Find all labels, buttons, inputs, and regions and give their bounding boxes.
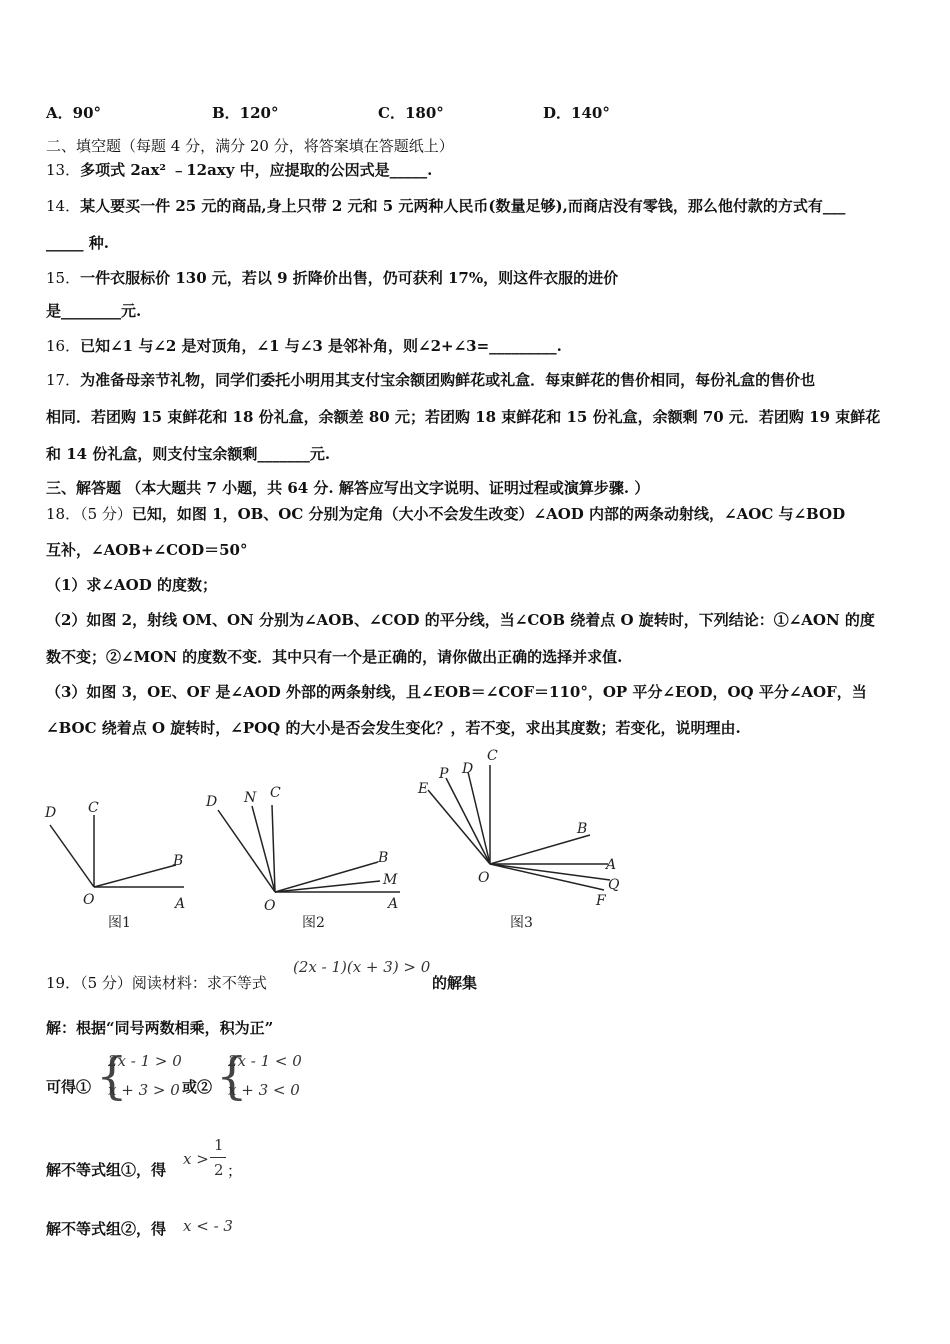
- q15-number: 15．: [46, 269, 81, 287]
- question-18-line1: [46, 504, 845, 524]
- solve1-x-gt: x >: [183, 1150, 209, 1168]
- q13-number: 13．: [46, 161, 81, 179]
- system2-eq2: x + 3 < 0: [228, 1081, 300, 1099]
- solve2-x-lt: x < - 3: [183, 1217, 233, 1235]
- fig1-label-c: C: [88, 800, 99, 816]
- frac-denominator: 2: [214, 1161, 224, 1179]
- question-15-line2: 是________元.: [46, 302, 142, 320]
- fig3-ray-ob: [490, 835, 590, 864]
- system1-eq1: 2x - 1 > 0: [108, 1052, 182, 1070]
- question-19-line1: [46, 973, 267, 993]
- fig2-label-d: D: [206, 794, 218, 810]
- q19-intro: 阅读材料：求不等式: [131, 974, 267, 992]
- q18-score: （5 分）: [80, 505, 132, 523]
- q19-solve2: 解不等式组②，得: [46, 1220, 167, 1238]
- q18-part2-line2: 数不变；②∠MON 的度数不变．其中只有一个是正确的，请你做出正确的选择并求值.: [46, 648, 623, 666]
- q14-text: 某人要买一件 25 元的商品,身上只带 2 元和 5 元两种人民币(数量足够),而商店没有零钱，那么他付款的方式有___: [80, 197, 846, 215]
- figure-2: [200, 780, 410, 940]
- q18-part2-line1: （2）如图 2，射线 OM、ON 分别为∠AOB、∠COD 的平分线，当∠COB 绕着点 O 旋转时，下列结论：①∠AON 的度: [46, 611, 875, 629]
- fig1-label-a: A: [175, 896, 186, 912]
- q17-text: 为准备母亲节礼物，同学们委托小明用其支付宝余额团购鲜花或礼盒．每束鲜花的售价相同，每份礼盒的售价也: [80, 371, 816, 389]
- fig3-label-f: F: [596, 893, 606, 909]
- fig2-ray-od: [218, 810, 275, 892]
- fig3-label-q: Q: [608, 877, 620, 893]
- fig2-ray-om: [275, 881, 380, 892]
- fig3-ray-op: [446, 778, 490, 864]
- fig3-label-o: O: [478, 870, 490, 886]
- question-18-line2: 互补，∠AOB+∠COD＝50°: [46, 541, 248, 559]
- fig2-label-n: N: [244, 790, 257, 806]
- q19-can-get: 可得①: [46, 1078, 92, 1096]
- q18-number: 18．: [46, 505, 81, 523]
- question-14-line2: _____ 种.: [46, 234, 109, 252]
- fig2-ray-ob: [275, 862, 378, 892]
- fig1-label-b: B: [173, 853, 184, 869]
- question-17-line2: 相同．若团购 15 束鲜花和 18 份礼盒，余额差 80 元；若团购 18 束鲜花和 15 份礼盒，余额剩 70 元．若团购 19 束鲜花: [46, 408, 881, 426]
- fig2-caption: 图2: [302, 915, 325, 931]
- q19-intro-end: 的解集: [432, 974, 478, 992]
- fig2-ray-oc: [272, 805, 275, 892]
- question-17-line1: [46, 370, 815, 390]
- fig2-label-m: M: [383, 872, 398, 888]
- q18-part3-line1: （3）如图 3，OE、OF 是∠AOD 外部的两条射线，且∠EOB＝∠COF＝110°，OP 平分∠EOD，OQ 平分∠AOF，当: [46, 683, 867, 701]
- q18-part3-line2: ∠BOC 绕着点 O 旋转时，∠POQ 的大小是否会发生变化？，若不变，求出其度数；若变化，说明理由.: [46, 719, 741, 737]
- fig3-caption: 图3: [510, 915, 533, 931]
- question-13: [46, 160, 432, 180]
- system2-eq1: 2x - 1 < 0: [228, 1052, 302, 1070]
- q19-score: （5 分）: [80, 974, 132, 992]
- q19-or: 或②: [182, 1078, 213, 1096]
- question-15-line1: [46, 268, 618, 288]
- fig3-label-e: E: [418, 781, 429, 797]
- q14-number: 14．: [46, 197, 81, 215]
- q18-part1: （1）求∠AOD 的度数；: [46, 576, 217, 594]
- q15-text: 一件衣服标价 130 元，若以 9 折降价出售，仍可获利 17%，则这件衣服的进价: [80, 269, 619, 287]
- fig1-label-o: O: [83, 892, 95, 908]
- system1-eq2: x + 3 > 0: [108, 1081, 180, 1099]
- fig2-ray-on: [252, 806, 275, 892]
- fig2-label-b: B: [378, 850, 389, 866]
- fig1-ray-od: [50, 825, 94, 887]
- q19-number: 19．: [46, 974, 81, 992]
- q16-number: 16．: [46, 337, 81, 355]
- q16-text: 已知∠1 与∠2 是对顶角，∠1 与∠3 是邻补角，则∠2+∠3=_________.: [80, 337, 562, 355]
- fig3-label-p: P: [439, 766, 449, 782]
- q18-text: 已知，如图 1，OB、OC 分别为定角（大小不会发生改变）∠AOD 内部的两条动射线，∠AOC 与∠BOD: [131, 505, 846, 523]
- figure-3: [410, 740, 630, 940]
- option-a: A．90°: [46, 104, 102, 122]
- solve1-semicolon: ；: [227, 1162, 243, 1180]
- option-b: B．120°: [212, 104, 279, 122]
- fig1-caption: 图1: [108, 915, 131, 931]
- fig3-label-d: D: [462, 761, 474, 777]
- q13-text: 多项式 2ax² ﹣12axy 中，应提取的公因式是_____.: [80, 161, 433, 179]
- fig2-label-a: A: [388, 896, 399, 912]
- q19-solution-title: 解：根据“同号两数相乘，积为正”: [46, 1019, 274, 1037]
- option-c: C．180°: [378, 104, 444, 122]
- option-d: D．140°: [543, 104, 610, 122]
- fig3-label-a: A: [606, 857, 617, 873]
- system1-brace: {: [96, 1047, 128, 1105]
- fig1-ray-ob: [94, 865, 176, 887]
- fig1-label-d: D: [45, 805, 57, 821]
- frac-numerator: 1: [214, 1136, 224, 1154]
- q19-solve1: 解不等式组①，得: [46, 1161, 167, 1179]
- question-14-line1: [46, 196, 845, 216]
- q17-number: 17．: [46, 371, 81, 389]
- fig2-label-o: O: [264, 898, 276, 914]
- system2-brace: {: [216, 1047, 248, 1105]
- question-17-line3: 和 14 份礼盒，则支付宝余额剩_______元.: [46, 445, 331, 463]
- section-3-title: 三、解答题 （本大题共 7 小题，共 64 分. 解答应写出文字说明、证明过程或演算步骤. ）: [46, 479, 650, 497]
- fraction-bar: [210, 1157, 226, 1158]
- fig2-label-c: C: [270, 785, 281, 801]
- fig3-label-b: B: [577, 821, 588, 837]
- figure-1: [40, 795, 200, 940]
- q19-inequality: (2x - 1)(x + 3) > 0: [293, 958, 431, 976]
- section-2-title: 二、填空题（每题 4 分，满分 20 分，将答案填在答题纸上）: [46, 137, 454, 155]
- fig3-label-c: C: [487, 748, 498, 764]
- question-16: [46, 336, 562, 356]
